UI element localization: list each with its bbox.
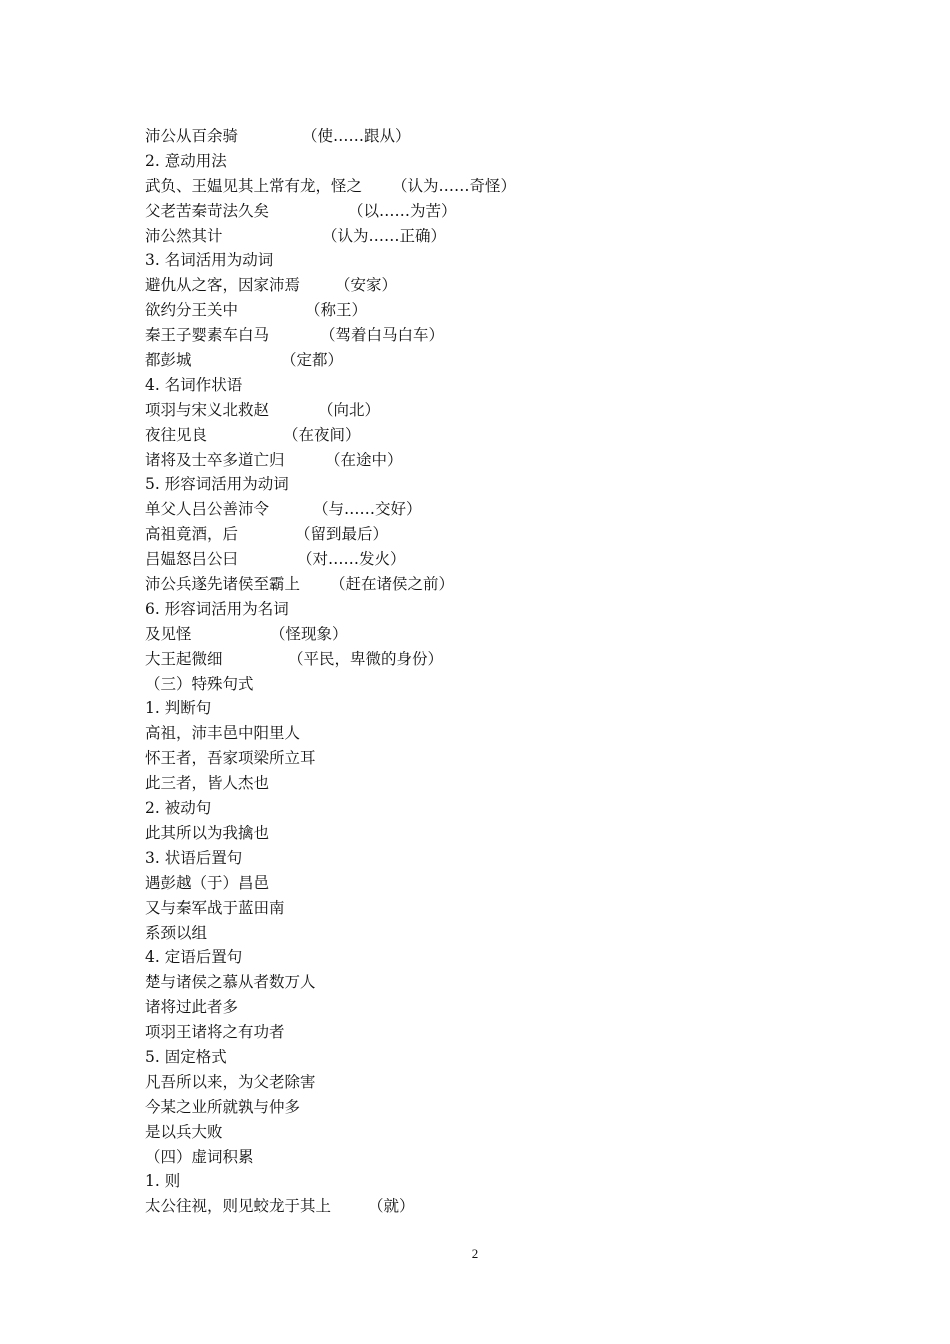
- line-text: 4. 定语后置句: [145, 948, 243, 967]
- text-line: [145, 224, 865, 249]
- line-text: 2. 意动用法: [145, 151, 227, 170]
- text-line: [145, 323, 865, 348]
- line-text: 吕媪怒吕公曰: [145, 550, 239, 569]
- line-text: 高祖，沛丰邑中阳里人: [145, 724, 301, 743]
- line-annotation: （在途中）: [325, 450, 403, 469]
- text-line: [145, 721, 865, 746]
- text-line: [145, 771, 865, 796]
- line-text: 系颈以组: [145, 923, 208, 942]
- line-text: 诸将过此者多: [145, 998, 239, 1017]
- line-annotation: （认为……奇怪）: [392, 176, 517, 195]
- line-text: 秦王子婴素车白马: [145, 326, 270, 345]
- text-line: [145, 423, 865, 448]
- line-annotation: （赶在诸侯之前）: [330, 575, 455, 594]
- text-line: [145, 472, 865, 497]
- line-annotation: （向北）: [318, 400, 381, 419]
- line-text: 武负、王媪见其上常有龙，怪之: [145, 176, 363, 195]
- line-text: 此三者，皆人杰也: [145, 774, 270, 793]
- line-text: 沛公兵遂先诸侯至霸上: [145, 575, 301, 594]
- line-text: 项羽王诸将之有功者: [145, 1023, 285, 1042]
- text-line: [145, 945, 865, 970]
- text-line: [145, 572, 865, 597]
- text-line: [145, 1045, 865, 1070]
- line-text: 欲约分王关中: [145, 301, 239, 320]
- line-annotation: （驾着白马白车）: [320, 326, 445, 345]
- line-text: 凡吾所以来，为父老除害: [145, 1072, 316, 1091]
- line-text: 怀王者，吾家项梁所立耳: [145, 749, 316, 768]
- line-annotation: （留到最后）: [295, 525, 389, 544]
- line-annotation: （以……为苦）: [348, 201, 457, 220]
- line-annotation: （定都）: [281, 351, 344, 370]
- line-annotation: （对……发火）: [297, 550, 406, 569]
- text-line: [145, 1020, 865, 1045]
- text-line: [145, 970, 865, 995]
- text-line: [145, 1145, 865, 1170]
- line-text: 沛公从百余骑: [145, 127, 239, 145]
- text-line: [145, 1194, 865, 1219]
- line-text: 1. 判断句: [145, 699, 212, 718]
- text-line: [145, 124, 865, 149]
- text-line: [145, 796, 865, 821]
- line-text: 楚与诸侯之慕从者数万人: [145, 973, 316, 992]
- text-line: [145, 846, 865, 871]
- line-annotation: （在夜间）: [283, 425, 361, 444]
- line-annotation: （平民，卑微的身份）: [288, 649, 444, 668]
- text-line: [145, 348, 865, 373]
- text-line: [145, 373, 865, 398]
- document-body: [145, 124, 865, 1219]
- line-text: 3. 名词活用为动词: [145, 251, 274, 270]
- text-line: [145, 149, 865, 174]
- line-text: 诸将及士卒多道亡归: [145, 450, 285, 469]
- line-text: 单父人吕公善沛令: [145, 500, 270, 519]
- text-line: [145, 622, 865, 647]
- text-line: [145, 821, 865, 846]
- text-line: [145, 547, 865, 572]
- line-text: 今某之业所就孰与仲多: [145, 1097, 301, 1116]
- text-line: [145, 248, 865, 273]
- line-text: 项羽与宋义北救赵: [145, 400, 270, 419]
- text-line: [145, 1070, 865, 1095]
- text-line: [145, 174, 865, 199]
- text-line: [145, 995, 865, 1020]
- text-line: [145, 746, 865, 771]
- text-line: [145, 398, 865, 423]
- text-line: [145, 921, 865, 946]
- text-line: [145, 647, 865, 672]
- text-line: [145, 896, 865, 921]
- page-number: 2: [471, 1246, 479, 1261]
- line-text: 又与秦军战于蓝田南: [145, 898, 285, 917]
- line-text: 2. 被动句: [145, 799, 212, 818]
- text-line: [145, 871, 865, 896]
- line-text: 5. 形容词活用为动词: [145, 475, 289, 494]
- line-text: 高祖竟酒，后: [145, 525, 239, 544]
- line-text: 避仇从之客，因家沛焉: [145, 276, 301, 295]
- text-line: [145, 199, 865, 224]
- line-text: 都彭城: [145, 351, 192, 370]
- line-annotation: （怪现象）: [270, 624, 348, 643]
- text-line: [145, 597, 865, 622]
- line-text: 4. 名词作状语: [145, 375, 243, 394]
- text-line: [145, 1169, 865, 1194]
- line-text: 夜往见良: [145, 425, 208, 444]
- line-annotation: （使……跟从）: [302, 127, 411, 145]
- line-annotation: （就）: [368, 1197, 415, 1216]
- text-line: [145, 1095, 865, 1120]
- text-line: [145, 1120, 865, 1145]
- line-text: 5. 固定格式: [145, 1047, 227, 1066]
- line-annotation: （称王）: [305, 301, 368, 320]
- line-text: 及见怪: [145, 624, 192, 643]
- line-text: 1. 则: [145, 1172, 181, 1191]
- line-text: （四）虚词积累: [145, 1147, 254, 1166]
- line-annotation: （认为……正确）: [322, 226, 447, 245]
- text-line: [145, 522, 865, 547]
- text-line: [145, 672, 865, 697]
- line-text: 父老苦秦苛法久矣: [145, 201, 270, 220]
- text-line: [145, 448, 865, 473]
- text-line: [145, 696, 865, 721]
- line-text: （三）特殊句式: [145, 674, 254, 693]
- text-line: [145, 298, 865, 323]
- text-line: [145, 497, 865, 522]
- line-text: 遇彭越（于）昌邑: [145, 873, 270, 892]
- line-text: 6. 形容词活用为名词: [145, 599, 289, 618]
- line-text: 3. 状语后置句: [145, 848, 243, 867]
- line-text: 太公往视，则见蛟龙于其上: [145, 1197, 332, 1216]
- line-annotation: （与……交好）: [313, 500, 422, 519]
- line-text: 是以兵大败: [145, 1122, 223, 1141]
- line-text: 沛公然其计: [145, 226, 223, 245]
- line-text: 此其所以为我擒也: [145, 823, 270, 842]
- text-line: [145, 273, 865, 298]
- line-annotation: （安家）: [335, 276, 398, 295]
- line-text: 大王起微细: [145, 649, 223, 668]
